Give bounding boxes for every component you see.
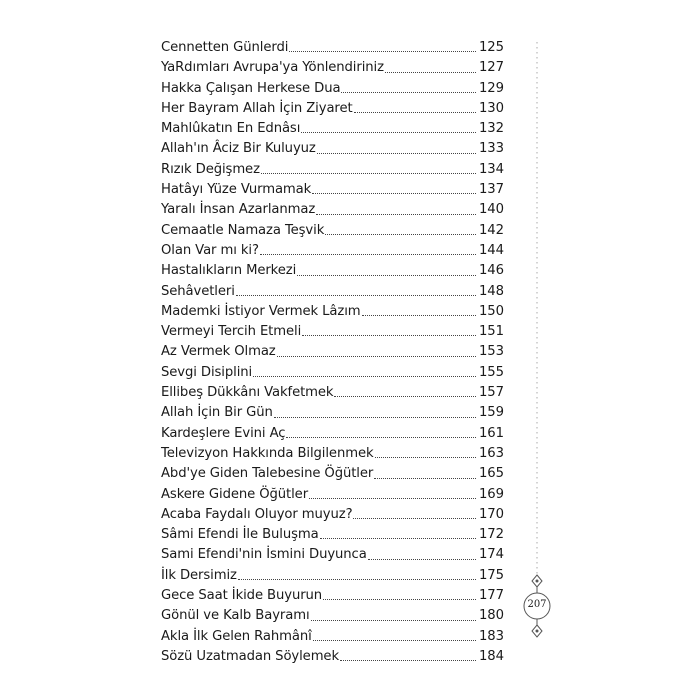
dot-leader bbox=[375, 456, 477, 458]
dot-leader bbox=[311, 619, 476, 621]
dot-leader bbox=[362, 314, 476, 316]
toc-entry-title: Askere Gidene Öğütler bbox=[161, 486, 309, 502]
dot-leader bbox=[313, 639, 476, 641]
toc-entry bbox=[161, 221, 504, 241]
toc-entry-title: Rızık Değişmez bbox=[161, 161, 260, 177]
dot-leader bbox=[302, 334, 476, 336]
toc-entry-page: 159 bbox=[479, 405, 504, 421]
toc-entry-title: Gönül ve Kalb Bayramı bbox=[161, 608, 310, 624]
toc-entry-title: Hastalıkların Merkezi bbox=[161, 263, 297, 279]
toc-entry-page: 151 bbox=[479, 324, 504, 340]
dot-leader bbox=[341, 91, 476, 93]
dot-leader bbox=[260, 253, 476, 255]
dot-leader bbox=[261, 172, 476, 174]
toc-entry-title: Vermeyi Tercih Etmeli bbox=[161, 324, 302, 340]
toc-entry-page: 144 bbox=[479, 242, 504, 258]
toc-entry-title: Her Bayram Allah İçin Ziyaret bbox=[161, 100, 353, 116]
toc-entry-title: Mademki İstiyor Vermek Lâzım bbox=[161, 303, 361, 319]
toc-entry bbox=[161, 363, 504, 383]
toc-entry-title: İlk Dersimiz bbox=[161, 567, 237, 583]
toc-entry bbox=[161, 525, 504, 545]
dot-leader bbox=[340, 659, 476, 661]
dot-leader bbox=[374, 477, 476, 479]
toc-entry-title: Allah'ın Âciz Bir Kuluyuz bbox=[161, 141, 316, 157]
dot-leader bbox=[334, 395, 476, 397]
page-number: 207 bbox=[527, 599, 547, 610]
toc-entry-title: Hatâyı Yüze Vurmamak bbox=[161, 182, 312, 198]
toc-entry-page: 127 bbox=[479, 60, 504, 76]
toc-entry-page: 142 bbox=[479, 222, 504, 238]
dot-leader bbox=[312, 192, 476, 194]
toc-entry bbox=[161, 545, 504, 565]
table-of-contents bbox=[161, 38, 504, 667]
toc-entry-title: YaRdımları Avrupa'ya Yönlendiriniz bbox=[161, 60, 384, 76]
toc-entry bbox=[161, 261, 504, 281]
toc-entry bbox=[161, 464, 504, 484]
dot-leader bbox=[309, 497, 476, 499]
dot-leader bbox=[317, 152, 476, 154]
toc-entry bbox=[161, 99, 504, 119]
toc-entry bbox=[161, 241, 504, 261]
toc-entry-page: 163 bbox=[479, 445, 504, 461]
toc-entry bbox=[161, 180, 504, 200]
toc-entry-page: 184 bbox=[479, 648, 504, 664]
toc-entry-page: 161 bbox=[479, 425, 504, 441]
toc-entry bbox=[161, 302, 504, 322]
toc-entry-page: 175 bbox=[479, 567, 504, 583]
dot-leader bbox=[301, 131, 476, 133]
toc-entry-page: 125 bbox=[479, 40, 504, 55]
toc-entry-page: 146 bbox=[479, 263, 504, 279]
dot-leader bbox=[238, 578, 476, 580]
dot-leader bbox=[320, 537, 476, 539]
toc-entry bbox=[161, 383, 504, 403]
toc-entry bbox=[161, 322, 504, 342]
dot-leader bbox=[353, 517, 476, 519]
toc-entry-title: Allah İçin Bir Gün bbox=[161, 405, 273, 421]
toc-entry-title: Kardeşlere Evini Aç bbox=[161, 425, 286, 441]
dot-leader bbox=[316, 213, 476, 215]
toc-entry-page: 132 bbox=[479, 121, 504, 137]
toc-entry bbox=[161, 38, 504, 58]
toc-entry-page: 170 bbox=[479, 506, 504, 522]
toc-entry-page: 169 bbox=[479, 486, 504, 502]
toc-entry-title: Acaba Faydalı Oluyor muyuz? bbox=[161, 506, 353, 522]
toc-entry bbox=[161, 606, 504, 626]
toc-entry bbox=[161, 342, 504, 362]
toc-entry-page: 174 bbox=[479, 547, 504, 563]
toc-entry-title: Yaralı İnsan Azarlanmaz bbox=[161, 202, 316, 218]
toc-entry-title: Az Vermek Olmaz bbox=[161, 344, 276, 360]
toc-entry-page: 130 bbox=[479, 100, 504, 116]
toc-entry-page: 157 bbox=[479, 385, 504, 401]
toc-entry-title: Cemaatle Namaza Teşvik bbox=[161, 222, 325, 238]
toc-entry-page: 153 bbox=[479, 344, 504, 360]
ornament-vine-icon bbox=[517, 40, 557, 680]
toc-entry-title: Hakka Çalışan Herkese Dua bbox=[161, 80, 341, 96]
toc-entry-page: 180 bbox=[479, 608, 504, 624]
toc-entry bbox=[161, 58, 504, 78]
toc-entry bbox=[161, 403, 504, 423]
toc-entry-page: 165 bbox=[479, 466, 504, 482]
toc-entry-title: Abd'ye Giden Talebesine Öğütler bbox=[161, 466, 374, 482]
toc-entry-page: 172 bbox=[479, 527, 504, 543]
toc-entry-title: Cennetten Günlerdi bbox=[161, 40, 289, 55]
toc-entry-title: Sevgi Disiplini bbox=[161, 364, 253, 380]
toc-entry-title: Mahlûkatın En Ednâsı bbox=[161, 121, 301, 137]
toc-entry-title: Ellibeş Dükkânı Vakfetmek bbox=[161, 385, 334, 401]
toc-entry-page: 133 bbox=[479, 141, 504, 157]
toc-entry bbox=[161, 119, 504, 139]
toc-entry bbox=[161, 505, 504, 525]
dot-leader bbox=[277, 355, 476, 357]
toc-entry bbox=[161, 79, 504, 99]
toc-entry-page: 137 bbox=[479, 182, 504, 198]
dot-leader bbox=[385, 71, 476, 73]
dot-leader bbox=[236, 294, 476, 296]
toc-entry-page: 134 bbox=[479, 161, 504, 177]
toc-entry-page: 129 bbox=[479, 80, 504, 96]
toc-entry-title: Sami Efendi'nin İsmini Duyunca bbox=[161, 547, 367, 563]
toc-entry bbox=[161, 139, 504, 159]
toc-entry bbox=[161, 586, 504, 606]
toc-entry-page: 150 bbox=[479, 303, 504, 319]
toc-entry bbox=[161, 424, 504, 444]
toc-entry-page: 148 bbox=[479, 283, 504, 299]
dot-leader bbox=[297, 274, 476, 276]
toc-entry-page: 183 bbox=[479, 628, 504, 644]
dot-leader bbox=[274, 416, 476, 418]
toc-entry-title: Sehâvetleri bbox=[161, 283, 235, 299]
dot-leader bbox=[253, 375, 476, 377]
toc-entry-title: Televizyon Hakkında Bilgilenmek bbox=[161, 445, 374, 461]
dot-leader bbox=[289, 50, 476, 52]
toc-entry bbox=[161, 200, 504, 220]
toc-entry-page: 177 bbox=[479, 588, 504, 604]
dot-leader bbox=[325, 233, 476, 235]
dot-leader bbox=[286, 436, 476, 438]
dot-leader bbox=[368, 558, 476, 560]
toc-entry bbox=[161, 160, 504, 180]
toc-entry bbox=[161, 627, 504, 647]
dot-leader bbox=[354, 111, 476, 113]
toc-entry-title: Akla İlk Gelen Rahmânî bbox=[161, 628, 312, 644]
toc-entry bbox=[161, 647, 504, 667]
dot-leader bbox=[323, 598, 476, 600]
toc-entry bbox=[161, 444, 504, 464]
toc-entry-title: Sâmi Efendi İle Buluşma bbox=[161, 527, 319, 543]
toc-entry bbox=[161, 485, 504, 505]
toc-entry-page: 155 bbox=[479, 364, 504, 380]
page-ornament bbox=[517, 40, 557, 680]
toc-entry-title: Olan Var mı ki? bbox=[161, 242, 259, 258]
toc-entry-page: 140 bbox=[479, 202, 504, 218]
toc-entry bbox=[161, 282, 504, 302]
toc-entry-title: Gece Saat İkide Buyurun bbox=[161, 588, 323, 604]
toc-entry bbox=[161, 566, 504, 586]
toc-entry-title: Sözü Uzatmadan Söylemek bbox=[161, 648, 339, 664]
